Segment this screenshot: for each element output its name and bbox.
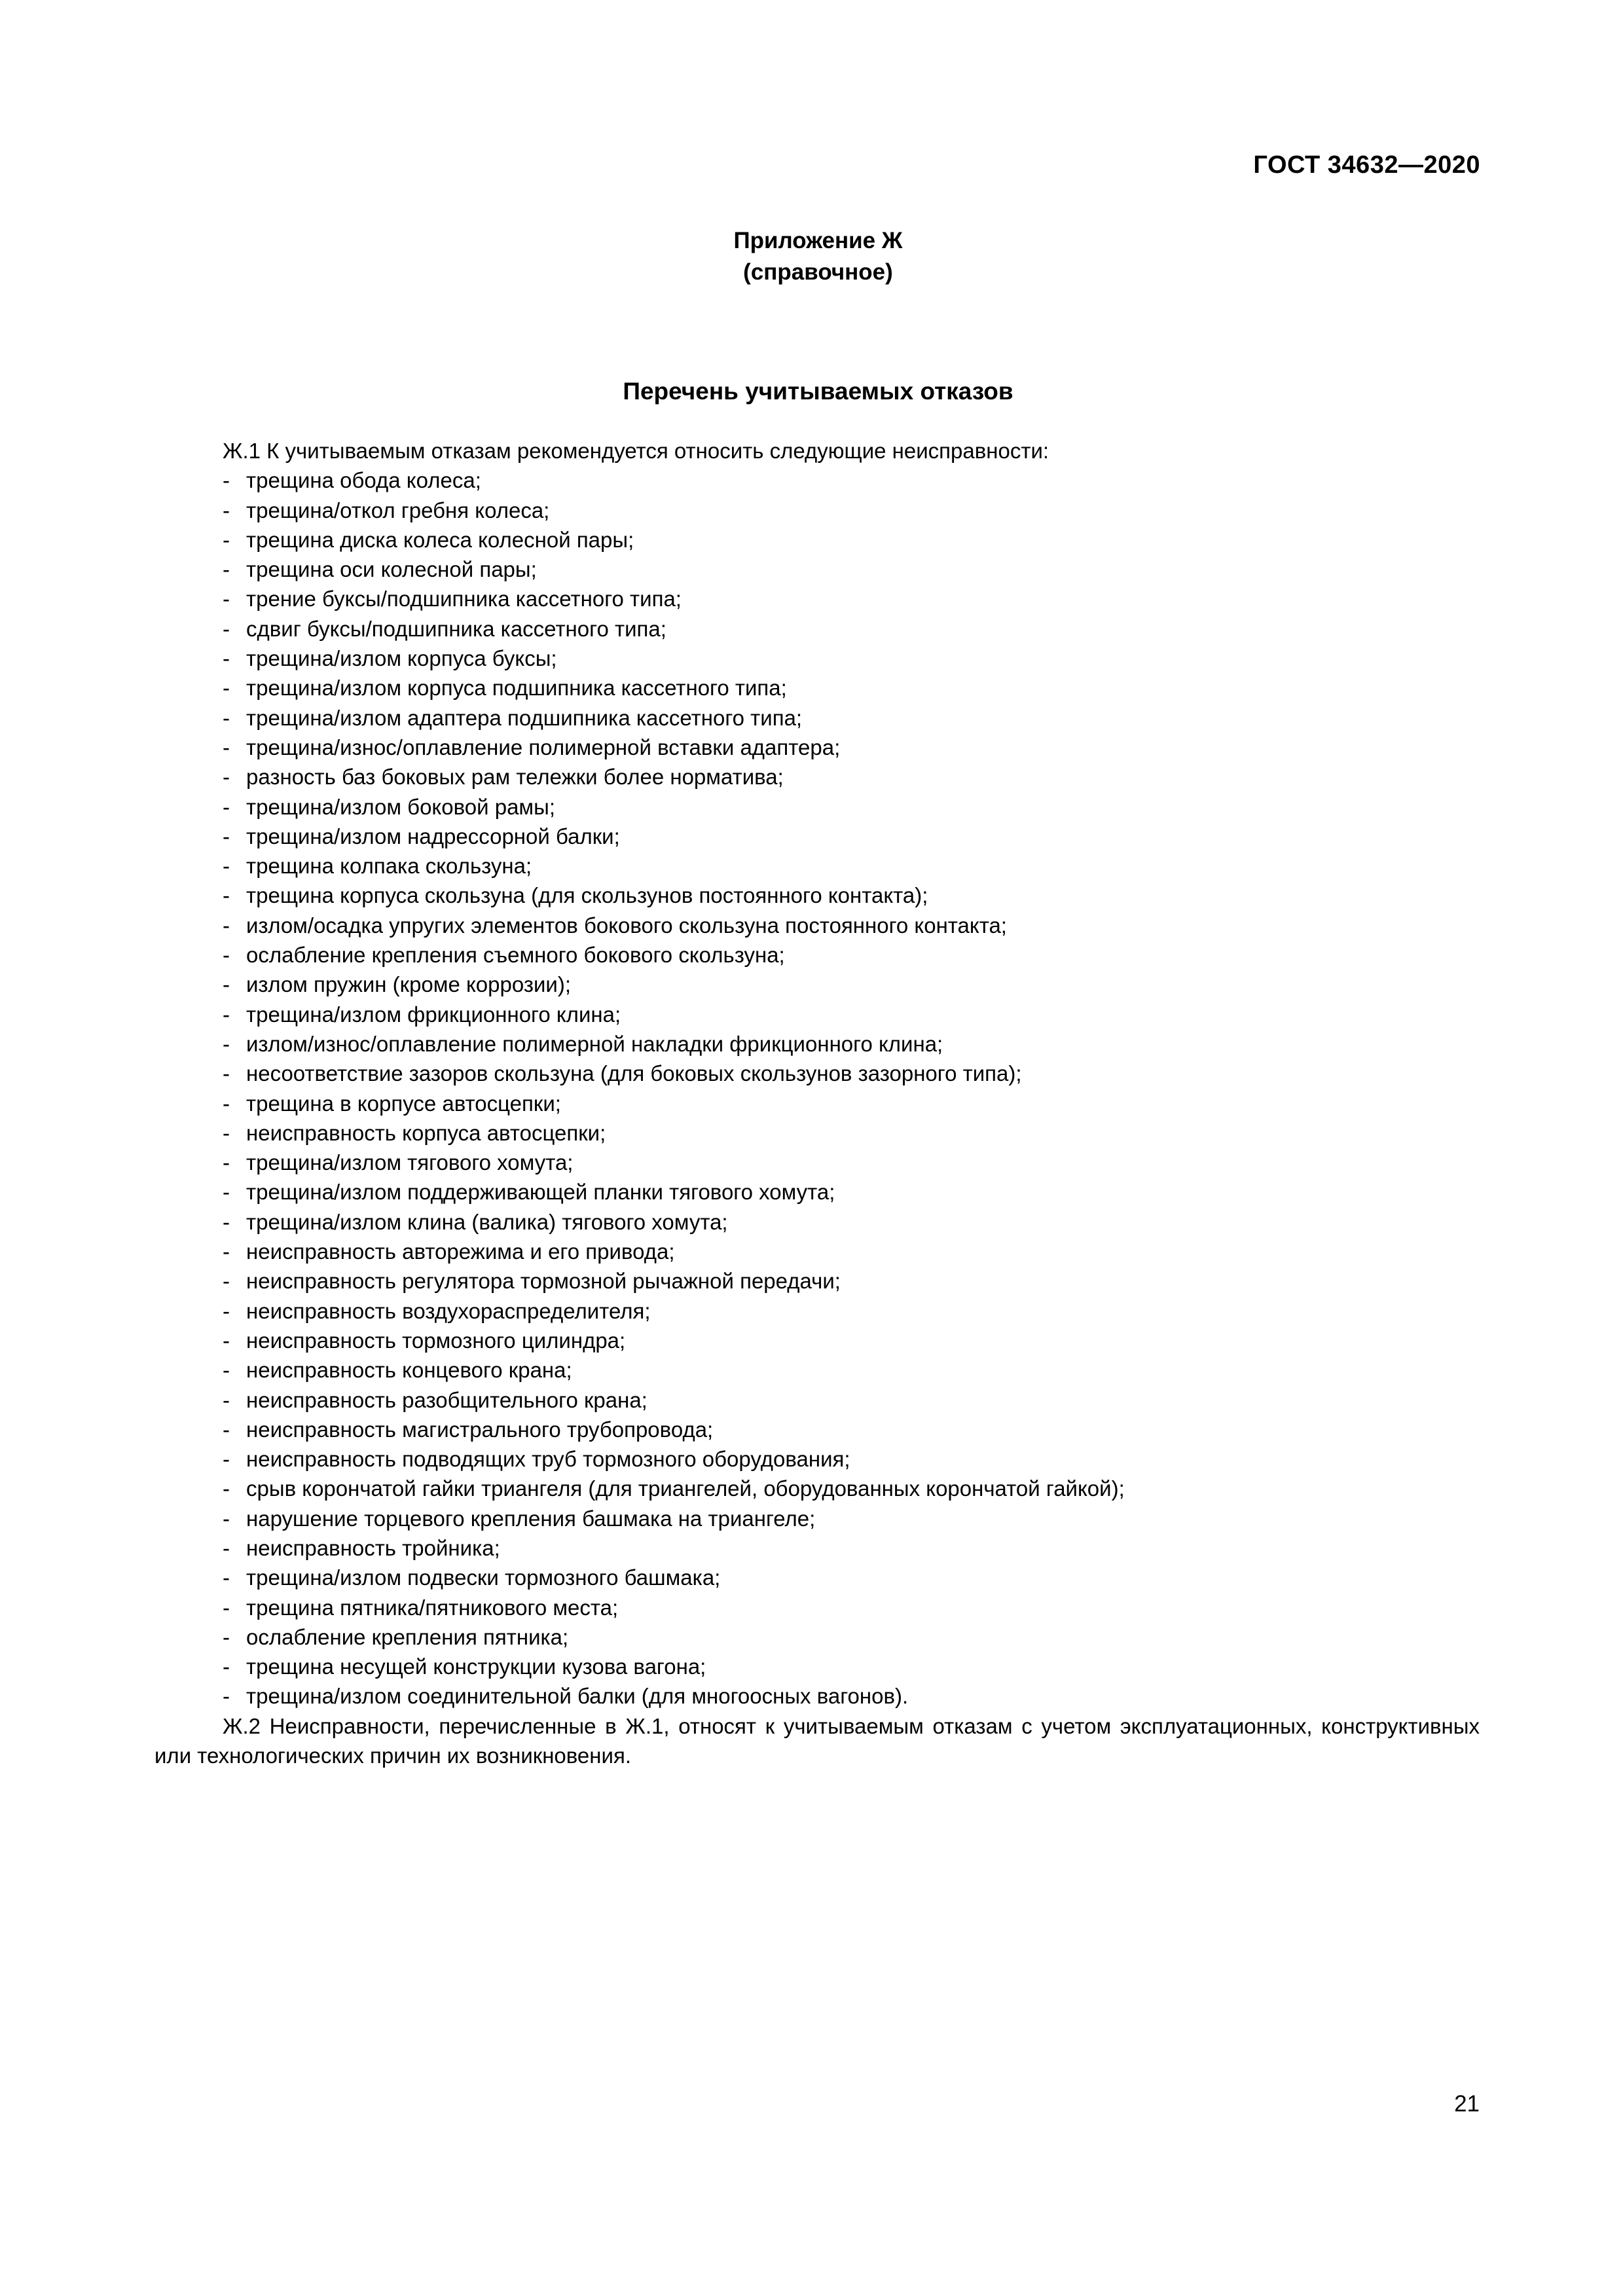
list-dash: - <box>223 1684 230 1709</box>
list-item-text: неисправность регулятора тормозной рычажной передачи; <box>246 1269 841 1294</box>
list-item <box>155 822 1480 851</box>
list-item-text: трещина/износ/оплавление полимерной вставки адаптера; <box>246 735 841 759</box>
list-dash: - <box>223 824 230 848</box>
list-item <box>155 762 1480 792</box>
list-item <box>155 1415 1480 1444</box>
list-item-text: трещина/излом корпуса подшипника кассетного типа; <box>246 676 787 701</box>
document-code: ГОСТ 34632—2020 <box>1253 151 1480 179</box>
list-dash: - <box>223 794 230 819</box>
list-dash: - <box>223 1328 230 1353</box>
list-item <box>155 1593 1480 1622</box>
list-dash: - <box>223 1298 230 1323</box>
list-item-text: трещина/излом подвески тормозного башмака; <box>246 1565 721 1590</box>
list-dash: - <box>223 765 230 790</box>
list-item <box>155 1474 1480 1503</box>
appendix-subtitle: (справочное) <box>743 259 893 285</box>
list-dash: - <box>223 883 230 908</box>
list-item-text: трещина/излом тягового хомута; <box>246 1150 574 1175</box>
list-item <box>155 1652 1480 1681</box>
list-item <box>155 940 1480 970</box>
appendix-title: Приложение Ж <box>733 228 903 253</box>
list-item-text: неисправность тройника; <box>246 1535 500 1560</box>
appendix-heading <box>0 225 1623 288</box>
list-item <box>155 1563 1480 1592</box>
list-item-text: срыв корончатой гайки триангеля (для триангелей, оборудованных корончатой гайкой); <box>246 1476 1125 1501</box>
list-item-text: трещина/излом соединительной балки (для многоосных вагонов). <box>246 1684 909 1709</box>
list-dash: - <box>223 1447 230 1472</box>
list-dash: - <box>223 1535 230 1560</box>
list-dash: - <box>223 972 230 997</box>
list-item <box>155 911 1480 940</box>
list-dash: - <box>223 1061 230 1086</box>
list-item-text: трещина/излом корпуса буксы; <box>246 646 557 671</box>
list-dash: - <box>223 705 230 730</box>
list-item <box>155 1326 1480 1355</box>
list-item <box>155 1237 1480 1266</box>
list-dash: - <box>223 1476 230 1501</box>
list-item-text: трещина/откол гребня колеса; <box>246 498 550 522</box>
list-dash: - <box>223 1624 230 1649</box>
section-title: Перечень учитываемых отказов <box>623 378 1013 405</box>
list-item <box>155 1444 1480 1474</box>
list-dash: - <box>223 1239 230 1264</box>
list-dash: - <box>223 646 230 671</box>
list-item-text: излом/износ/оплавление полимерной накладки фрикционного клина; <box>246 1031 943 1056</box>
list-item-text: неисправность авторежима и его привода; <box>246 1239 675 1264</box>
list-item <box>155 1681 1480 1711</box>
list-dash: - <box>223 468 230 493</box>
list-item-text: неисправность подводящих труб тормозного оборудования; <box>246 1447 850 1472</box>
list-item <box>155 525 1480 555</box>
list-dash: - <box>223 943 230 968</box>
list-item <box>155 1059 1480 1088</box>
list-item <box>155 1504 1480 1533</box>
list-dash: - <box>223 735 230 759</box>
list-item-text: трение буксы/подшипника кассетного типа; <box>246 587 682 611</box>
list-item <box>155 673 1480 702</box>
list-item-text: трещина/излом адаптера подшипника кассетного типа; <box>246 705 803 730</box>
list-dash: - <box>223 1031 230 1056</box>
list-dash: - <box>223 1506 230 1531</box>
list-item-text: неисправность разобщительного крана; <box>246 1387 647 1412</box>
list-item-text: излом/осадка упругих элементов бокового скользуна постоянного контакта; <box>246 913 1007 938</box>
list-dash: - <box>223 557 230 582</box>
list-item-text: излом пружин (кроме коррозии); <box>246 972 571 997</box>
list-item <box>155 1622 1480 1652</box>
list-item <box>155 1296 1480 1326</box>
list-item <box>155 465 1480 495</box>
list-item-text: разность баз боковых рам тележки более норматива; <box>246 765 784 790</box>
list-dash: - <box>223 913 230 938</box>
list-item <box>155 1533 1480 1563</box>
list-dash: - <box>223 1120 230 1145</box>
fault-list <box>155 465 1480 1711</box>
list-item <box>155 1089 1480 1118</box>
list-dash: - <box>223 1387 230 1412</box>
list-item <box>155 555 1480 584</box>
list-item <box>155 881 1480 910</box>
list-item-text: трещина/излом боковой рамы; <box>246 794 555 819</box>
intro-paragraph: Ж.1 К учитываемым отказам рекомендуется относить следующие неисправности: <box>223 439 1049 463</box>
list-item-text: трещина несущей конструкции кузова вагона; <box>246 1654 706 1679</box>
list-dash: - <box>223 1180 230 1205</box>
list-item <box>155 644 1480 673</box>
list-item-text: неисправность корпуса автосцепки; <box>246 1120 606 1145</box>
list-item-text: трещина оси колесной пары; <box>246 557 537 582</box>
list-dash: - <box>223 1091 230 1116</box>
closing-paragraph: Ж.2 Неисправности, перечисленные в Ж.1, относят к учитываемым отказам с учетом эксплуатационных, конструктивных или технологических причин их возникновения. <box>155 1713 1480 1768</box>
list-item-text: неисправность тормозного цилиндра; <box>246 1328 626 1353</box>
list-item-text: трещина/излом фрикционного клина; <box>246 1002 621 1027</box>
list-dash: - <box>223 1150 230 1175</box>
list-item <box>155 851 1480 881</box>
list-item-text: трещина обода колеса; <box>246 468 481 493</box>
list-item-text: трещина/излом поддерживающей планки тягового хомута; <box>246 1180 835 1205</box>
list-item-text: неисправность магистрального трубопровода; <box>246 1417 714 1442</box>
page-number: 21 <box>1454 2091 1480 2117</box>
list-dash: - <box>223 1209 230 1234</box>
list-dash: - <box>223 1417 230 1442</box>
list-dash: - <box>223 587 230 611</box>
list-item <box>155 614 1480 644</box>
list-item <box>155 1118 1480 1148</box>
list-item-text: трещина в корпусе автосцепки; <box>246 1091 561 1116</box>
list-item-text: трещина корпуса скользуна (для скользунов постоянного контакта); <box>246 883 928 908</box>
list-item-text: трещина диска колеса колесной пары; <box>246 527 634 552</box>
list-item-text: трещина колпака скользуна; <box>246 854 532 879</box>
document-body <box>155 436 1480 1770</box>
list-item-text: трещина/излом клина (валика) тягового хомута; <box>246 1209 728 1234</box>
list-dash: - <box>223 1002 230 1027</box>
list-dash: - <box>223 1358 230 1383</box>
list-dash: - <box>223 527 230 552</box>
list-item-text: трещина пятника/пятникового места; <box>246 1595 619 1620</box>
list-item <box>155 1385 1480 1415</box>
list-item <box>155 1207 1480 1237</box>
list-item-text: ослабление крепления съемного бокового скользуна; <box>246 943 785 968</box>
list-item-text: несоответствие зазоров скользуна (для боковых скользунов зазорного типа); <box>246 1061 1022 1086</box>
list-item <box>155 792 1480 822</box>
list-dash: - <box>223 1595 230 1620</box>
list-item-text: неисправность концевого крана; <box>246 1358 572 1383</box>
list-item <box>155 1355 1480 1385</box>
list-dash: - <box>223 676 230 701</box>
list-dash: - <box>223 616 230 641</box>
list-item <box>155 703 1480 733</box>
list-item-text: трещина/излом надрессорной балки; <box>246 824 620 848</box>
list-dash: - <box>223 1654 230 1679</box>
list-dash: - <box>223 1565 230 1590</box>
list-item <box>155 1029 1480 1059</box>
list-item <box>155 496 1480 525</box>
list-item <box>155 1266 1480 1296</box>
list-item <box>155 1000 1480 1029</box>
list-item-text: сдвиг буксы/подшипника кассетного типа; <box>246 616 666 641</box>
list-item-text: нарушение торцевого крепления башмака на триангеле; <box>246 1506 816 1531</box>
list-dash: - <box>223 1269 230 1294</box>
list-dash: - <box>223 498 230 522</box>
list-item <box>155 584 1480 613</box>
list-item-text: неисправность воздухораспределителя; <box>246 1298 651 1323</box>
list-item <box>155 733 1480 762</box>
list-item <box>155 970 1480 999</box>
list-dash: - <box>223 854 230 879</box>
list-item <box>155 1148 1480 1177</box>
list-item-text: ослабление крепления пятника; <box>246 1624 569 1649</box>
list-item <box>155 1177 1480 1207</box>
